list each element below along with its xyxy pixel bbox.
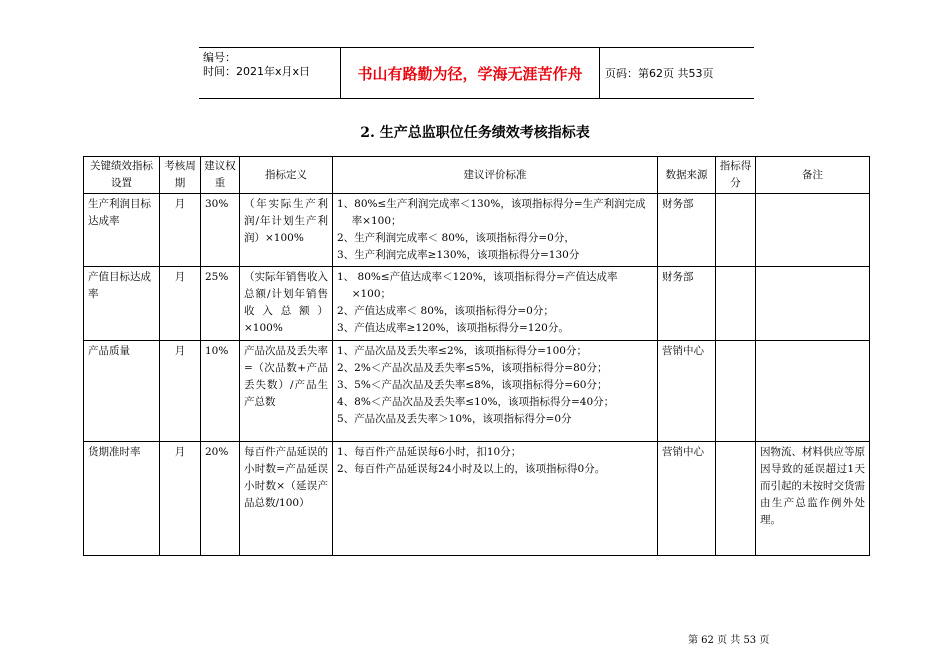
row-source: 营销中心 xyxy=(658,442,716,556)
header-kpi: 关键绩效指标设置 xyxy=(84,157,160,194)
row-period: 月 xyxy=(160,267,201,341)
row-score xyxy=(716,341,756,442)
row-period: 月 xyxy=(160,194,201,267)
criteria-line: 1、产品次品及丢失率≤2%，该项指标得分=100分； xyxy=(337,345,587,357)
criteria-line: 4、8%＜产品次品及丢失率≤10%，该项指标得分=40分； xyxy=(337,396,615,408)
row-criteria xyxy=(333,442,658,556)
row-score xyxy=(716,194,756,267)
criteria-line: 2、每百件产品延误每24小时及以上的，该项指标得0分。 xyxy=(337,463,606,475)
criteria-line: 5、产品次品及丢失率＞10%，该项指标得分=0分 xyxy=(337,413,572,425)
header-period: 考核周期 xyxy=(160,157,201,194)
row-weight: 20% xyxy=(201,442,240,556)
header-weight: 建议权重 xyxy=(201,157,240,194)
row-criteria xyxy=(333,267,658,341)
criteria-line: 2、产值达成率＜ 80%，该项指标得分=0分； xyxy=(337,305,554,317)
row-note xyxy=(756,341,870,442)
header-meta xyxy=(199,48,341,98)
row-definition: 产品次品及丢失率=（次品数+产品丢失数）/产品生产总数 xyxy=(240,341,333,442)
page-footer: 第 62 页 共 53 页 xyxy=(688,635,770,646)
page-header xyxy=(199,47,754,99)
row-score xyxy=(716,442,756,556)
code-label: 编号： xyxy=(203,51,236,64)
criteria-line: 1、每百件产品延误每6小时，扣10分； xyxy=(337,446,522,458)
date-label: 时间：2021年x月x日 xyxy=(203,65,311,78)
criteria-line: 1、80%≤生产利润完成率＜130%，该项指标得分=生产利润完成率×100； xyxy=(337,198,646,227)
table-row xyxy=(84,341,870,442)
row-weight: 10% xyxy=(201,341,240,442)
criteria-line: 2、生产利润完成率＜ 80%，该项指标得分=0分， xyxy=(337,232,575,244)
row-criteria xyxy=(333,194,658,267)
table-header-row xyxy=(84,157,870,194)
criteria-line: 3、5%＜产品次品及丢失率≤8%，该项指标得分=60分； xyxy=(337,379,608,391)
kpi-table xyxy=(83,156,870,556)
header-page-label: 页码：第62页 共53页 xyxy=(605,67,714,80)
criteria-line: 3、产值达成率≥120%，该项指标得分=120分。 xyxy=(337,322,569,334)
criteria-line: 3、生产利润完成率≥130%，该项指标得分=130分 xyxy=(337,249,580,261)
row-source: 财务部 xyxy=(658,194,716,267)
header-note: 备注 xyxy=(756,157,870,194)
header-source: 数据来源 xyxy=(658,157,716,194)
header-definition: 指标定义 xyxy=(240,157,333,194)
row-period: 月 xyxy=(160,442,201,556)
document-title: 2. 生产总监职位任务绩效考核指标表 xyxy=(360,125,590,141)
criteria-line: 2、2%＜产品次品及丢失率≤5%，该项指标得分=80分； xyxy=(337,362,608,374)
row-weight: 30% xyxy=(201,194,240,267)
table-row xyxy=(84,442,870,556)
row-definition: 每百件产品延误的小时数=产品延误小时数×（延误产品总数/100） xyxy=(240,442,333,556)
row-definition: （实际年销售收入总额/计划年销售收入总额）×100% xyxy=(240,267,333,341)
row-kpi: 货期准时率 xyxy=(84,442,160,556)
header-criteria: 建议评价标准 xyxy=(333,157,658,194)
row-kpi: 生产利润目标达成率 xyxy=(84,194,160,267)
table-row xyxy=(84,267,870,341)
row-note: 因物流、材料供应等原因导致的延误超过1天而引起的未按时交货需由生产总监作例外处理。 xyxy=(756,442,870,556)
table-row xyxy=(84,194,870,267)
row-criteria xyxy=(333,341,658,442)
row-kpi: 产值目标达成率 xyxy=(84,267,160,341)
row-note xyxy=(756,267,870,341)
row-source: 营销中心 xyxy=(658,341,716,442)
row-period: 月 xyxy=(160,341,201,442)
row-note xyxy=(756,194,870,267)
row-kpi: 产品质量 xyxy=(84,341,160,442)
row-source: 财务部 xyxy=(658,267,716,341)
header-motto: 书山有路勤为径，学海无涯苦作舟 xyxy=(341,48,600,98)
header-score: 指标得分 xyxy=(716,157,756,194)
criteria-line: 1、 80%≤产值达成率＜120%，该项指标得分=产值达成率×100； xyxy=(337,271,618,300)
row-definition: （年实际生产利润/年计划生产利润）×100% xyxy=(240,194,333,267)
row-weight: 25% xyxy=(201,267,240,341)
row-score xyxy=(716,267,756,341)
